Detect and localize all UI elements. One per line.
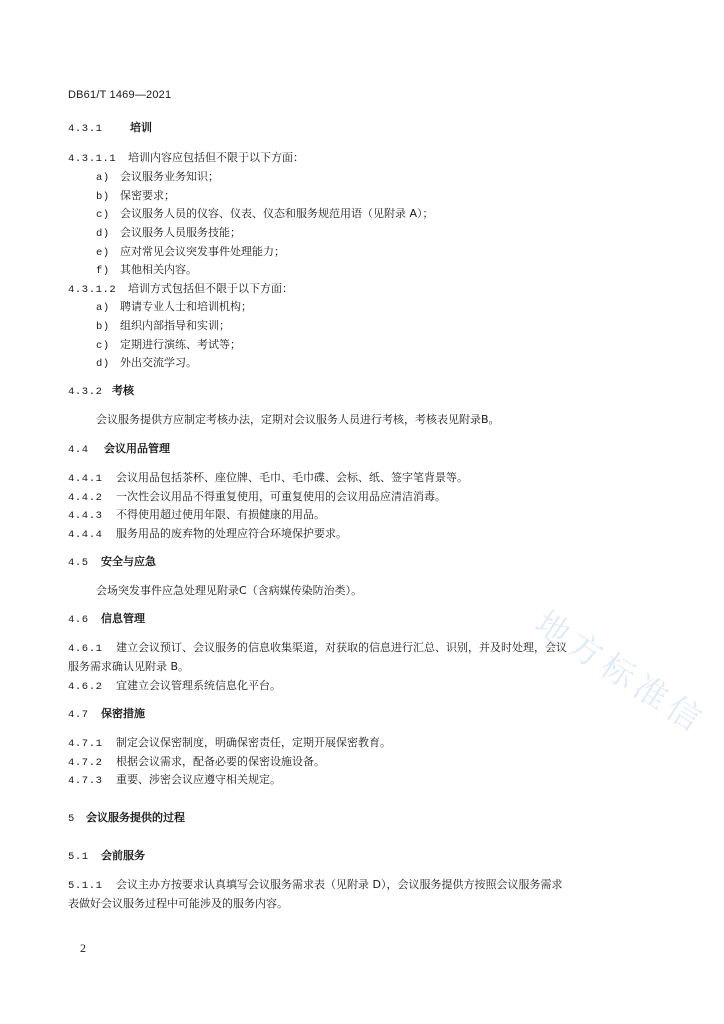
list-marker: d) — [96, 228, 110, 240]
clause-number: 4.3.1.1 — [68, 153, 117, 165]
clause-number: 4.4.1 — [68, 473, 103, 485]
clause-number: 4.7 — [68, 709, 89, 721]
list-item — [96, 338, 241, 353]
clause-text: 根据会议需求，配备必要的保密设施设备。 — [116, 755, 325, 768]
list-item-text: 其他相关内容。 — [120, 263, 197, 276]
list-marker: a) — [96, 172, 110, 184]
heading-text: 会议服务提供的过程 — [86, 811, 185, 824]
paragraph: 会议服务提供方应制定考核办法，定期对会议服务人员进行考核，考核表见附录B。 — [96, 413, 500, 426]
section-heading-4-6 — [68, 612, 145, 627]
section-heading-4-5 — [68, 555, 156, 570]
clause-continuation: 服务需求确认见附录 B。 — [68, 660, 190, 673]
clause-number: 4.6.1 — [68, 643, 103, 655]
clause-text: 重要、涉密会议应遵守相关规定。 — [116, 773, 281, 786]
watermark: 地方标准信 — [528, 603, 714, 742]
paragraph: 会场突发事件应急处理见附录C（含病媒传染防治类）。 — [96, 584, 363, 597]
list-item — [96, 189, 175, 204]
clause-4-4-2 — [68, 490, 446, 505]
list-item — [96, 226, 241, 241]
list-marker: c) — [96, 209, 110, 221]
clause-text: 培训方式包括但不限于以下方面： — [128, 282, 293, 295]
list-item-text: 组织内部指导和实训； — [120, 319, 230, 332]
list-item-text: 会议服务人员服务技能； — [120, 226, 241, 239]
clause-text: 宜建立会议管理系统信息化平台。 — [116, 679, 281, 692]
section-heading-4-3-2 — [68, 384, 134, 399]
section-heading-4-4 — [68, 442, 170, 457]
clause-number: 5 — [68, 813, 75, 825]
clause-text: 会议用品包括茶杯、座位牌、毛巾、毛巾碟、会标、纸、签字笔背景等。 — [116, 471, 468, 484]
list-item-text: 保密要求； — [120, 189, 175, 202]
clause-number: 4.7.1 — [68, 738, 103, 750]
list-item — [96, 245, 285, 260]
clause-text: 培训内容应包括但不限于以下方面： — [128, 151, 304, 164]
list-item-text: 会议服务人员的仪容、仪表、仪态和服务规范用语（见附录 A）； — [120, 207, 434, 220]
clause-number: 4.7.2 — [68, 757, 103, 769]
list-marker: d) — [96, 358, 110, 370]
chapter-heading-5 — [68, 811, 185, 826]
list-marker: c) — [96, 340, 110, 352]
section-heading-4-3-1 — [68, 121, 152, 136]
list-item-text: 应对常见会议突发事件处理能力； — [120, 245, 285, 258]
clause-4-4-1 — [68, 471, 468, 486]
clause-text: 一次性会议用品不得重复使用，可重复使用的会议用品应清洁消毒。 — [116, 490, 446, 503]
clause-number: 4.3.1.2 — [68, 284, 117, 296]
clause-text: 会议主办方按要求认真填写会议服务需求表（见附录 D），会议服务提供方按照会议服务需求 — [116, 878, 563, 891]
clause-number: 4.3.1 — [68, 123, 103, 135]
list-marker: b) — [96, 321, 110, 333]
list-marker: f) — [96, 265, 110, 277]
clause-number: 4.3.2 — [68, 386, 103, 398]
list-item — [96, 319, 230, 334]
clause-4-7-1 — [68, 736, 391, 751]
clause-number: 4.4.4 — [68, 529, 103, 541]
list-item — [96, 356, 197, 371]
clause-number: 5.1.1 — [68, 880, 103, 892]
section-heading-5-1 — [68, 849, 145, 864]
clause-4-6-2 — [68, 679, 281, 694]
standard-code-header: DB61/T 1469—2021 — [68, 89, 172, 101]
list-item-text: 外出交流学习。 — [120, 356, 197, 369]
clause-number: 4.7.3 — [68, 775, 103, 787]
clause-4-7-2 — [68, 755, 325, 770]
clause-4-3-1-2 — [68, 282, 293, 297]
clause-number: 5.1 — [68, 851, 89, 863]
list-item-text: 会议服务业务知识； — [120, 170, 219, 183]
clause-number: 4.5 — [68, 557, 89, 569]
clause-text: 制定会议保密制度，明确保密责任，定期开展保密教育。 — [116, 736, 391, 749]
heading-text: 会前服务 — [101, 849, 145, 862]
clause-4-4-4 — [68, 527, 347, 542]
clause-text: 建立会议预订、会议服务的信息收集渠道，对获取的信息进行汇总、识别，并及时处理，会议 — [116, 641, 567, 654]
list-item-text: 聘请专业人士和培训机构； — [120, 300, 252, 313]
heading-text: 安全与应急 — [101, 555, 156, 568]
list-marker: a) — [96, 302, 110, 314]
clause-text: 不得使用超过使用年限、有损健康的用品。 — [116, 508, 325, 521]
clause-text: 服务用品的废弃物的处理应符合环境保护要求。 — [116, 527, 347, 540]
heading-text: 会议用品管理 — [104, 442, 170, 455]
list-item — [96, 263, 197, 278]
clause-4-3-1-1 — [68, 151, 304, 166]
clause-4-7-3 — [68, 773, 281, 788]
heading-text: 培训 — [130, 121, 152, 134]
clause-4-4-3 — [68, 508, 325, 523]
clause-number: 4.4.2 — [68, 492, 103, 504]
list-item — [96, 207, 434, 222]
section-heading-4-7 — [68, 707, 145, 722]
clause-number: 4.6 — [68, 614, 89, 626]
heading-text: 保密措施 — [101, 707, 145, 720]
list-item — [96, 170, 219, 185]
clause-number: 4.6.2 — [68, 681, 103, 693]
heading-text: 考核 — [112, 384, 134, 397]
list-item — [96, 300, 252, 315]
clause-4-6-1 — [68, 641, 567, 656]
list-marker: e) — [96, 247, 110, 259]
heading-text: 信息管理 — [101, 612, 145, 625]
page-number: 2 — [80, 941, 86, 955]
clause-number: 4.4 — [68, 444, 89, 456]
list-item-text: 定期进行演练、考试等； — [120, 338, 241, 351]
clause-5-1-1 — [68, 878, 562, 893]
clause-continuation: 表做好会议服务过程中可能涉及的服务内容。 — [68, 897, 288, 910]
clause-number: 4.4.3 — [68, 510, 103, 522]
list-marker: b) — [96, 191, 110, 203]
